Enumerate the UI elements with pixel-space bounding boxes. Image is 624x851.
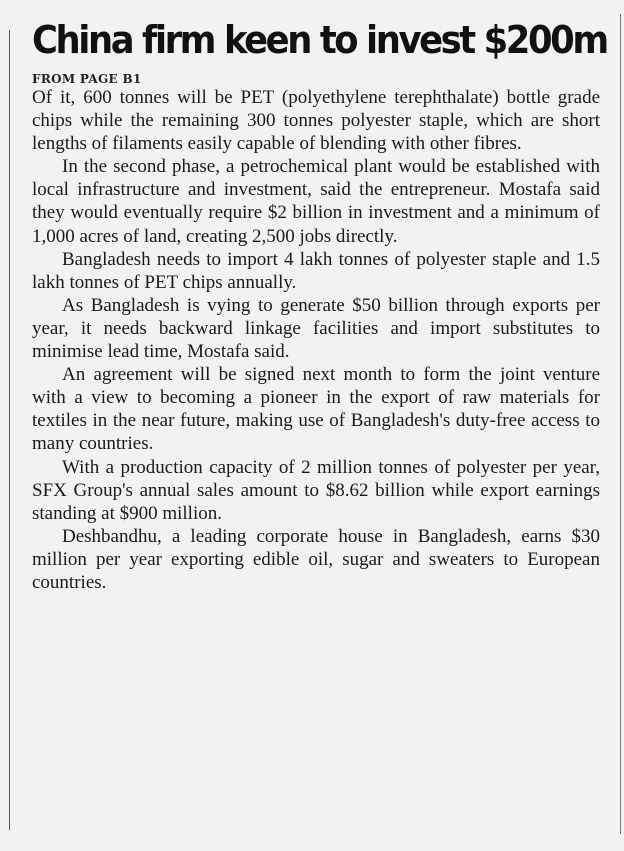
article-paragraph-1: Of it, 600 tonnes will be PET (polyethylene terephthalate) bottle grade chips while the remaining 300 tonnes polyester staple, which are short lengths of filaments easily capable of blending with other fibres. <box>32 87 600 155</box>
article-headline: China firm keen to invest $200m <box>32 18 607 62</box>
article-paragraph-6: With a production capacity of 2 million tonnes of polyester per year, SFX Group's annual sales amount to $8.62 billion while export earnings standing at $900 million. <box>32 456 600 524</box>
column-rule-left <box>9 30 10 830</box>
column-rule-right <box>620 14 621 834</box>
news-article <box>32 18 607 594</box>
article-paragraph-5: An agreement will be signed next month to form the joint venture with a view to becoming a pioneer in the export of raw materials for textiles in the near future, making use of Bangladesh's duty-free access to many countries. <box>32 364 600 455</box>
article-paragraph-3: Bangladesh needs to import 4 lakh tonnes of polyester staple and 1.5 lakh tonnes of PET chips annually. <box>32 248 600 293</box>
article-paragraph-7: Deshbandhu, a leading corporate house in Bangladesh, earns $30 million per year exporting edible oil, sugar and sweaters to European countries. <box>32 525 600 593</box>
article-paragraph-2: In the second phase, a petrochemical plant would be established with local infrastructure and investment, said the entrepreneur. Mostafa said they would eventually require $2 billion in investment and a minimum of 1,000 acres of land, creating 2,500 jobs directly. <box>32 156 600 247</box>
article-paragraph-4: As Bangladesh is vying to generate $50 billion through exports per year, it needs backward linkage facilities and import substitutes to minimise lead time, Mostafa said. <box>32 294 600 363</box>
continuation-kicker: FROM PAGE B1 <box>32 72 142 86</box>
